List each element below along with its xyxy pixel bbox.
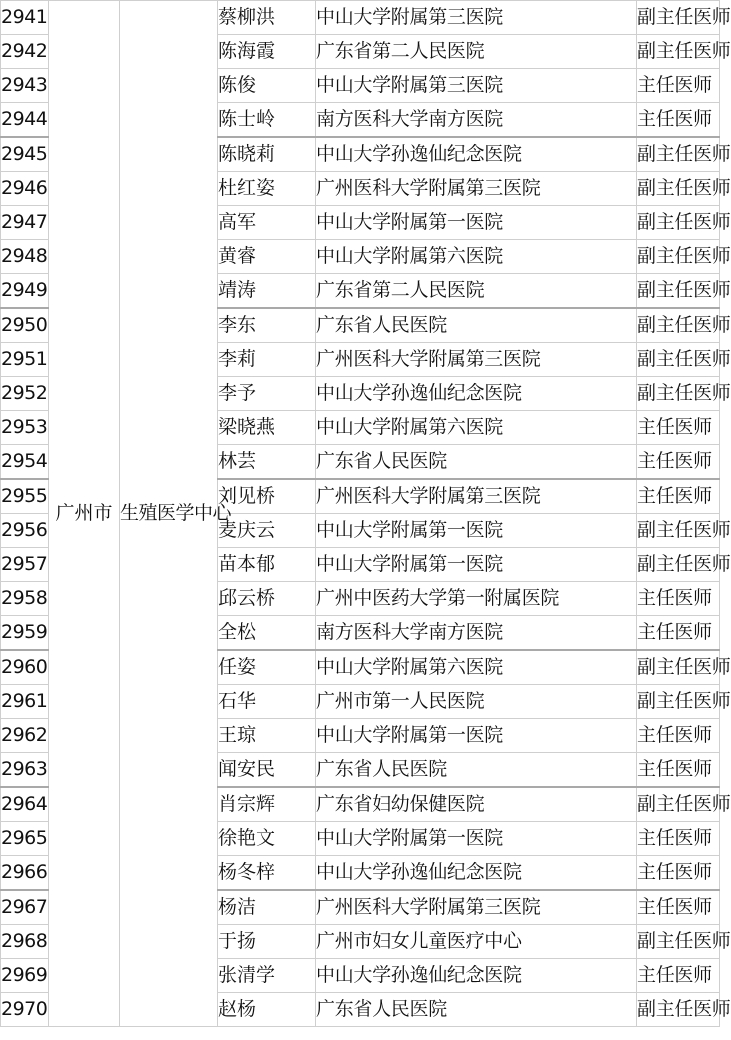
- doctor-title: 副主任医师: [637, 993, 720, 1027]
- doctor-name: 杨冬梓: [218, 856, 316, 891]
- hospital-name: 广东省第二人民医院: [316, 274, 637, 309]
- row-number: 2955: [1, 479, 49, 514]
- doctor-name: 肖宗辉: [218, 787, 316, 822]
- hospital-name: 广州市第一人民医院: [316, 685, 637, 719]
- row-number: 2962: [1, 719, 49, 753]
- doctor-title: 副主任医师: [637, 650, 720, 685]
- doctor-name: 李莉: [218, 343, 316, 377]
- hospital-name: 广东省妇幼保健医院: [316, 787, 637, 822]
- doctor-title: 副主任医师: [637, 1, 720, 35]
- row-number: 2963: [1, 753, 49, 788]
- doctor-title: 副主任医师: [637, 206, 720, 240]
- hospital-name: 中山大学孙逸仙纪念医院: [316, 377, 637, 411]
- row-number: 2956: [1, 514, 49, 548]
- row-number: 2941: [1, 1, 49, 35]
- doctor-title: 副主任医师: [637, 308, 720, 343]
- row-number: 2949: [1, 274, 49, 309]
- hospital-name: 广州中医药大学第一附属医院: [316, 582, 637, 616]
- doctor-name: 闻安民: [218, 753, 316, 788]
- doctor-name: 赵杨: [218, 993, 316, 1027]
- row-number: 2969: [1, 959, 49, 993]
- row-number: 2950: [1, 308, 49, 343]
- doctor-name: 陈晓莉: [218, 137, 316, 172]
- doctor-title: 副主任医师: [637, 685, 720, 719]
- doctor-name: 陈士岭: [218, 103, 316, 138]
- hospital-name: 中山大学附属第一医院: [316, 822, 637, 856]
- row-number: 2953: [1, 411, 49, 445]
- row-number: 2944: [1, 103, 49, 138]
- row-number: 2951: [1, 343, 49, 377]
- row-number: 2957: [1, 548, 49, 582]
- doctor-name: 全松: [218, 616, 316, 651]
- doctor-name: 蔡柳洪: [218, 1, 316, 35]
- row-number: 2965: [1, 822, 49, 856]
- row-number: 2942: [1, 35, 49, 69]
- doctor-title: 副主任医师: [637, 240, 720, 274]
- hospital-name: 南方医科大学南方医院: [316, 103, 637, 138]
- doctor-title: 主任医师: [637, 890, 720, 925]
- doctor-title: 副主任医师: [637, 377, 720, 411]
- doctor-name: 王琼: [218, 719, 316, 753]
- doctor-name: 杜红姿: [218, 172, 316, 206]
- row-number: 2968: [1, 925, 49, 959]
- row-number: 2954: [1, 445, 49, 480]
- doctor-name: 李东: [218, 308, 316, 343]
- hospital-name: 中山大学附属第一医院: [316, 514, 637, 548]
- roster-body: [1, 1, 731, 1027]
- doctor-title: 主任医师: [637, 103, 720, 138]
- doctor-name: 陈海霞: [218, 35, 316, 69]
- hospital-name: 中山大学孙逸仙纪念医院: [316, 137, 637, 172]
- doctor-name: 高军: [218, 206, 316, 240]
- row-number: 2959: [1, 616, 49, 651]
- hospital-name: 广州市妇女儿童医疗中心: [316, 925, 637, 959]
- doctor-name: 任姿: [218, 650, 316, 685]
- doctor-title: 主任医师: [637, 69, 720, 103]
- row-number: 2948: [1, 240, 49, 274]
- hospital-name: 中山大学孙逸仙纪念医院: [316, 959, 637, 993]
- doctor-name: 麦庆云: [218, 514, 316, 548]
- doctor-name: 刘见桥: [218, 479, 316, 514]
- doctor-title: 主任医师: [637, 959, 720, 993]
- row-number: 2961: [1, 685, 49, 719]
- doctor-title: 副主任医师: [637, 343, 720, 377]
- hospital-name: 中山大学孙逸仙纪念医院: [316, 856, 637, 891]
- doctor-title: 主任医师: [637, 753, 720, 788]
- table-row: [1, 1, 720, 35]
- doctor-name: 于扬: [218, 925, 316, 959]
- row-number: 2947: [1, 206, 49, 240]
- doctor-title: 副主任医师: [637, 925, 720, 959]
- doctor-title: 主任医师: [637, 616, 720, 651]
- doctor-title: 副主任医师: [637, 137, 720, 172]
- doctor-name: 李予: [218, 377, 316, 411]
- doctor-name: 苗本郁: [218, 548, 316, 582]
- doctor-title: 主任医师: [637, 719, 720, 753]
- hospital-name: 广州医科大学附属第三医院: [316, 343, 637, 377]
- doctor-name: 邱云桥: [218, 582, 316, 616]
- department-cell: 生殖医学中心: [120, 1, 218, 1027]
- doctor-title: 副主任医师: [637, 787, 720, 822]
- doctor-title: 主任医师: [637, 582, 720, 616]
- doctor-name: 石华: [218, 685, 316, 719]
- doctor-title: 副主任医师: [637, 548, 720, 582]
- hospital-name: 广东省人民医院: [316, 445, 637, 480]
- hospital-name: 中山大学附属第一医院: [316, 548, 637, 582]
- hospital-name: 中山大学附属第一医院: [316, 206, 637, 240]
- row-number: 2946: [1, 172, 49, 206]
- doctor-title: 主任医师: [637, 856, 720, 891]
- hospital-name: 中山大学附属第三医院: [316, 1, 637, 35]
- doctor-name: 陈俊: [218, 69, 316, 103]
- doctor-title: 副主任医师: [637, 514, 720, 548]
- hospital-name: 中山大学附属第六医院: [316, 411, 637, 445]
- doctor-name: 黄睿: [218, 240, 316, 274]
- doctor-name: 靖涛: [218, 274, 316, 309]
- doctor-name: 梁晓燕: [218, 411, 316, 445]
- doctor-title: 副主任医师: [637, 274, 720, 309]
- doctor-name: 林芸: [218, 445, 316, 480]
- row-number: 2952: [1, 377, 49, 411]
- doctor-name: 徐艳文: [218, 822, 316, 856]
- hospital-name: 广东省第二人民医院: [316, 35, 637, 69]
- hospital-name: 广州医科大学附属第三医院: [316, 479, 637, 514]
- row-number: 2970: [1, 993, 49, 1027]
- doctor-title: 主任医师: [637, 411, 720, 445]
- hospital-name: 广东省人民医院: [316, 753, 637, 788]
- row-number: 2945: [1, 137, 49, 172]
- row-number: 2967: [1, 890, 49, 925]
- doctor-name: 杨洁: [218, 890, 316, 925]
- doctor-title: 副主任医师: [637, 172, 720, 206]
- doctor-title: 主任医师: [637, 479, 720, 514]
- hospital-name: 中山大学附属第一医院: [316, 719, 637, 753]
- hospital-name: 广东省人民医院: [316, 993, 637, 1027]
- row-number: 2958: [1, 582, 49, 616]
- hospital-name: 南方医科大学南方医院: [316, 616, 637, 651]
- hospital-name: 中山大学附属第六医院: [316, 240, 637, 274]
- row-number: 2964: [1, 787, 49, 822]
- row-number: 2966: [1, 856, 49, 891]
- doctor-name: 张清学: [218, 959, 316, 993]
- hospital-name: 中山大学附属第六医院: [316, 650, 637, 685]
- hospital-name: 广州医科大学附属第三医院: [316, 890, 637, 925]
- hospital-name: 广州医科大学附属第三医院: [316, 172, 637, 206]
- row-number: 2960: [1, 650, 49, 685]
- doctor-title: 主任医师: [637, 822, 720, 856]
- doctor-title: 主任医师: [637, 445, 720, 480]
- doctor-title: 副主任医师: [637, 35, 720, 69]
- hospital-name: 中山大学附属第三医院: [316, 69, 637, 103]
- city-cell: 广州市: [49, 1, 120, 1027]
- row-number: 2943: [1, 69, 49, 103]
- hospital-name: 广东省人民医院: [316, 308, 637, 343]
